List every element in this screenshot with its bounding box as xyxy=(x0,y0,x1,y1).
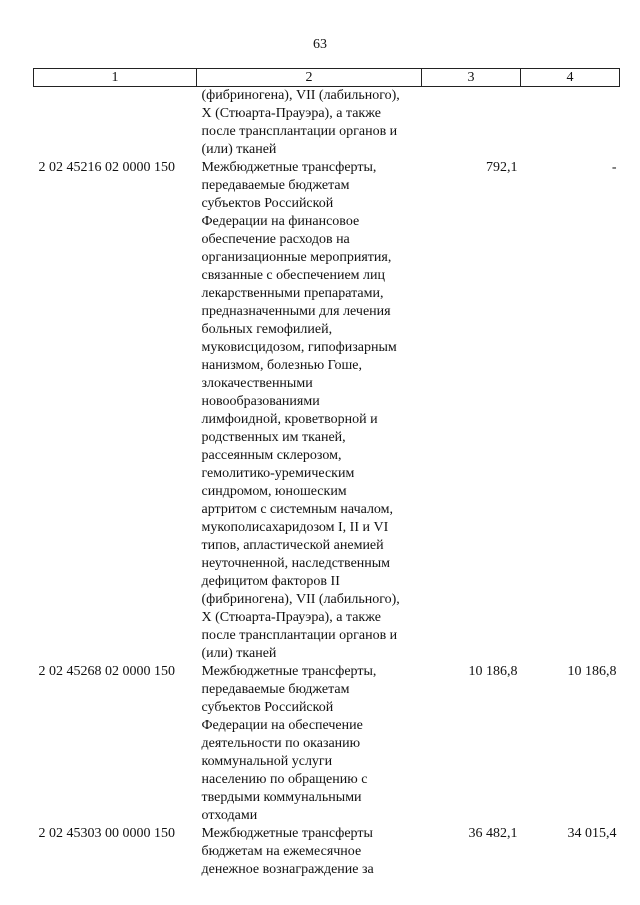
page-number: 63 xyxy=(313,37,327,52)
description-line: организационные мероприятия, xyxy=(201,250,392,265)
budget-table xyxy=(33,68,620,879)
amount-column-4: 34 015,4 xyxy=(567,826,617,841)
column-header-2: 2 xyxy=(197,69,422,87)
description-line: связанные с обеспечением лиц xyxy=(201,268,385,283)
description-line: лимфоидной, кроветворной и xyxy=(201,412,378,427)
description-line: неуточненной, наследственным xyxy=(201,556,391,571)
description-line: денежное вознаграждение за xyxy=(201,862,374,877)
amount-column-4: 10 186,8 xyxy=(567,664,617,679)
description-line: рассеянным склерозом, xyxy=(201,448,342,463)
table-row-continuation xyxy=(34,87,620,160)
description-line: субъектов Российской xyxy=(201,196,334,211)
description-line: гемолитико-уремическим xyxy=(201,466,355,481)
description-cell xyxy=(197,825,422,879)
description-line: мукополисахаридозом I, II и VI xyxy=(201,520,389,535)
description-line: после трансплантации органов и xyxy=(201,628,398,643)
table-row xyxy=(34,663,620,825)
table-row xyxy=(34,825,620,879)
column-header-1: 1 xyxy=(34,69,197,87)
description-line: твердыми коммунальными xyxy=(201,790,362,805)
amount-cell-4 xyxy=(521,87,620,160)
budget-code: 2 02 45303 00 0000 150 xyxy=(38,826,175,841)
description-line: Федерации на финансовое xyxy=(201,214,360,229)
description-cell xyxy=(197,159,422,663)
description-line: синдромом, юношеским xyxy=(201,484,347,499)
description-line: новообразованиями xyxy=(201,394,320,409)
budget-code: 2 02 45268 02 0000 150 xyxy=(38,664,175,679)
description-line: после трансплантации органов и xyxy=(201,124,398,139)
amount-column-3: 10 186,8 xyxy=(468,664,518,679)
budget-code: 2 02 45216 02 0000 150 xyxy=(38,160,175,175)
description-line: коммунальной услуги xyxy=(201,754,333,769)
description-line: бюджетам на ежемесячное xyxy=(201,844,362,859)
column-header-3: 3 xyxy=(422,69,521,87)
description-cell xyxy=(197,87,422,160)
description-line: населению по обращению с xyxy=(201,772,368,787)
description-cell xyxy=(197,663,422,825)
description-line: больных гемофилией, xyxy=(201,322,333,337)
amount-column-3: 792,1 xyxy=(486,160,518,175)
description-line: Межбюджетные трансферты xyxy=(201,826,373,841)
description-line: лекарственными препаратами, xyxy=(201,286,384,301)
table-header-row xyxy=(34,69,620,87)
code-cell xyxy=(34,87,197,160)
description-line: Межбюджетные трансферты, xyxy=(201,160,377,175)
description-line: дефицитом факторов II xyxy=(201,574,340,589)
description-line: отходами xyxy=(201,808,258,823)
description-line: злокачественными xyxy=(201,376,313,391)
amount-cell-3 xyxy=(422,87,521,160)
description-line: нанизмом, болезнью Гоше, xyxy=(201,358,363,373)
description-line: (или) тканей xyxy=(201,646,277,661)
column-header-4: 4 xyxy=(521,69,620,87)
description-line: (или) тканей xyxy=(201,142,277,157)
description-line: типов, апластической анемией xyxy=(201,538,384,553)
amount-column-4: - xyxy=(611,160,617,175)
description-line: (фибриногена), VII (лабильного), xyxy=(201,592,400,607)
description-line: X (Стюарта-Прауэра), а также xyxy=(201,106,381,121)
description-line: передаваемые бюджетам xyxy=(201,682,350,697)
description-line: передаваемые бюджетам xyxy=(201,178,350,193)
description-line: Межбюджетные трансферты, xyxy=(201,664,377,679)
description-line: субъектов Российской xyxy=(201,700,334,715)
description-line: Федерации на обеспечение xyxy=(201,718,363,733)
description-line: (фибриногена), VII (лабильного), xyxy=(201,88,400,103)
table-row xyxy=(34,159,620,663)
description-line: обеспечение расходов на xyxy=(201,232,350,247)
description-line: деятельности по оказанию xyxy=(201,736,361,751)
description-line: X (Стюарта-Прауэра), а также xyxy=(201,610,381,625)
description-line: муковисцидозом, гипофизарным xyxy=(201,340,397,355)
description-line: предназначенными для лечения xyxy=(201,304,391,319)
amount-column-3: 36 482,1 xyxy=(468,826,518,841)
table-body xyxy=(34,87,620,880)
description-line: артритом с системным началом, xyxy=(201,502,394,517)
description-line: родственных им тканей, xyxy=(201,430,346,445)
